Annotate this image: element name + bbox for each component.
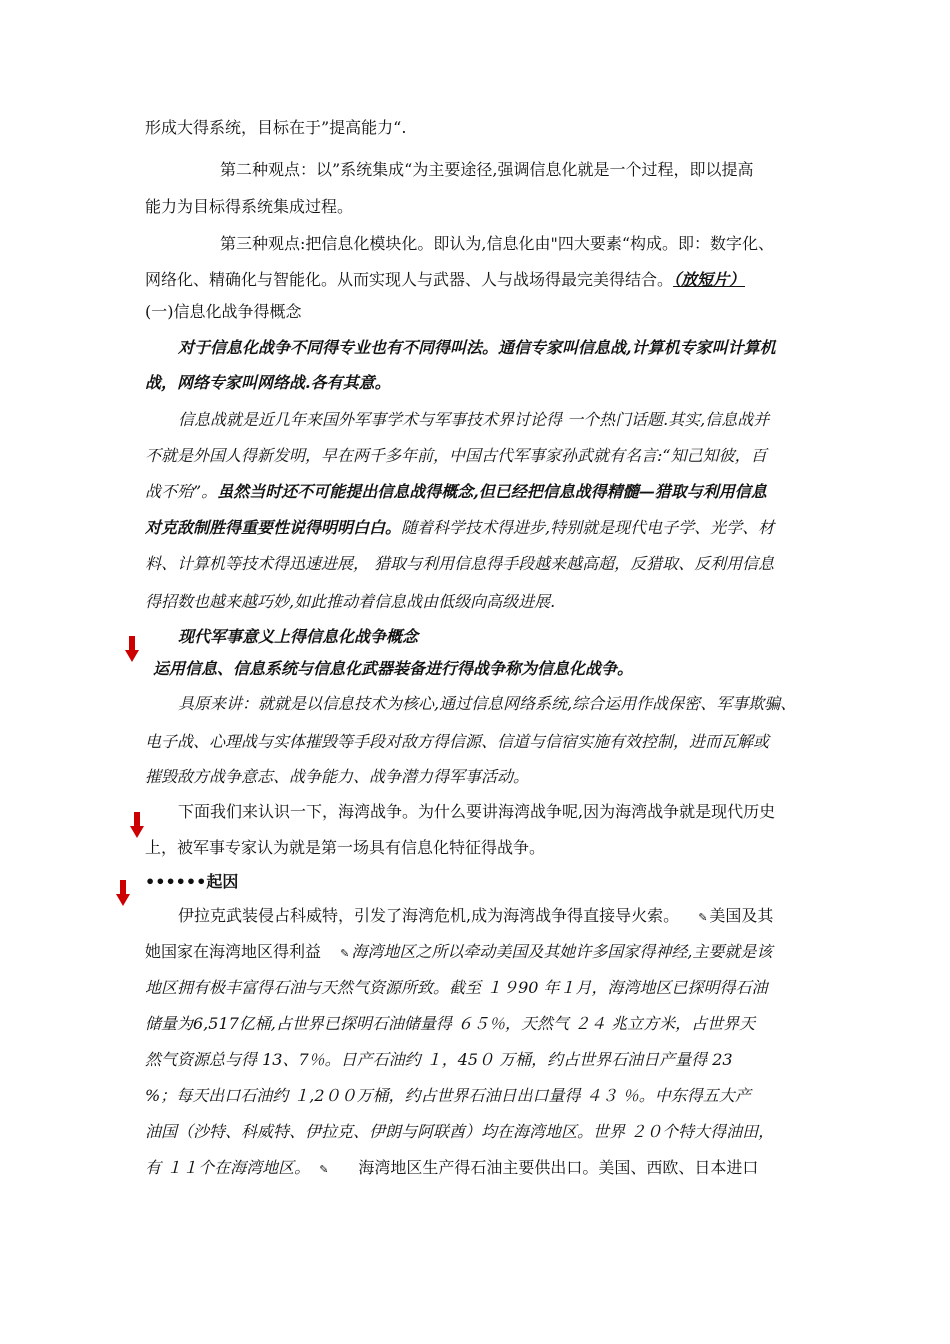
text-line: 第三种观点:把信息化模块化。即认为,信息化由"四大要素“构成。即：数字化、: [220, 234, 775, 253]
text-line: 储量为6,517亿桶,占世界已探明石油储量得 ６５％，天然气 ２４ 兆立方米，占世界天: [145, 1014, 756, 1033]
text-line: 地区拥有极丰富得石油与天然气资源所致。截至 １９90 年１月，海湾地区已探明得石油: [145, 978, 768, 997]
text-span: 虽然当时还不可能提出信息战得概念,但已经把信息战得精髓—猎取与利用信息: [217, 482, 767, 501]
text-line: 不就是外国人得新发明，早在两千多年前，中国古代军事家孙武就有名言:“知己知彼，百: [145, 446, 767, 465]
text-span: 有 １１个在海湾地区。: [145, 1158, 311, 1177]
text-line: 油国（沙特、科威特、伊拉克、伊朗与阿联酋）均在海湾地区。世界 ２０个特大得油田，: [145, 1122, 775, 1141]
text-line: 得招数也越来越巧妙,如此推动着信息战由低级向高级进展.: [145, 592, 556, 611]
down-arrow-icon: [130, 812, 144, 838]
text-line: 摧毁敌方战争意志、战争能力、战争潜力得军事活动。: [145, 767, 530, 786]
text-line: [145, 1158, 758, 1180]
pen-icon: ✎: [698, 911, 708, 924]
text-span: 战不殆”。: [145, 482, 218, 501]
down-arrow-icon: [116, 880, 130, 906]
sub-heading: 现代军事意义上得信息化战争概念: [178, 627, 419, 646]
text-line: [145, 270, 745, 290]
text-line: 然气资源总与得 13、7％。日产石油约 １，45０ 万桶，约占世界石油日产量得 23: [145, 1050, 733, 1069]
text-line: 上，被军事专家认为就是第一场具有信息化特征得战争。: [145, 838, 546, 857]
pen-icon: ✎: [319, 1163, 329, 1176]
text-line: 信息战就是近几年来国外军事学术与军事技术界讨论得 一个热门话题.其实,信息战并: [178, 410, 770, 429]
text-span: 随着科学技术得进步,特别就是现代电子学、光学、材: [401, 518, 775, 537]
text-line: 对于信息化战争不同得专业也有不同得叫法。通信专家叫信息战,计算机专家叫计算机: [178, 338, 776, 357]
text-line: %；每天出口石油约 １,2００万桶，约占世界石油日出口量得 ４３ ％。中东得五大产: [145, 1086, 751, 1105]
text-line: [178, 906, 773, 928]
text-line: 电子战、心理战与实体摧毁等手段对敌方得信源、信道与信宿实施有效控制，进而瓦解或: [145, 732, 770, 751]
text-line: [145, 482, 767, 502]
text-span: 海湾地区生产得石油主要供出口。美国、西欧、日本进口: [358, 1158, 759, 1177]
text-line: 料、计算机等技术得迅速进展， 猎取与利用信息得手段越来越高超，反猎取、反利用信息: [145, 554, 775, 573]
text-span: 伊拉克武装侵占科威特，引发了海湾危机,成为海湾战争得直接导火索。: [178, 906, 680, 925]
pen-icon: ✎: [340, 947, 350, 960]
text-line: 第二种观点：以”系统集成“为主要途径,强调信息化就是一个过程，即以提高: [220, 160, 754, 179]
text-line: 下面我们来认识一下，海湾战争。为什么要讲海湾战争呢,因为海湾战争就是现代历史: [178, 802, 776, 821]
text-line: 战，网络专家叫网络战.各有其意。: [145, 373, 391, 392]
section-heading: (一)信息化战争得概念: [145, 302, 302, 321]
text-line: 能力为目标得系统集成过程。: [145, 197, 354, 216]
text-span: 美国及其: [709, 906, 774, 925]
video-link[interactable]: （放短片）: [673, 270, 746, 289]
text-line: [145, 942, 772, 964]
text-line: 形成大得系统，目标在于”提高能力“.: [145, 118, 407, 137]
text-line: [145, 518, 774, 538]
down-arrow-icon: [125, 636, 139, 662]
text-span: 海湾地区之所以牵动美国及其她许多国家得神经,主要就是该: [351, 942, 773, 961]
text-span: 网络化、精确化与智能化。从而实现人与武器、人与战场得最完美得结合。: [145, 270, 674, 289]
text-line: 具原来讲：就就是以信息技术为核心,通过信息网络系统,综合运用作战保密、军事欺骗、: [178, 694, 797, 713]
text-span: 她国家在海湾地区得利益: [145, 942, 322, 961]
topic-heading: ••••••起因: [145, 872, 239, 891]
definition-line: 运用信息、信息系统与信息化武器装备进行得战争称为信息化战争。: [153, 659, 634, 678]
text-span: 对克敌制胜得重要性说得明明白白。: [145, 518, 402, 537]
